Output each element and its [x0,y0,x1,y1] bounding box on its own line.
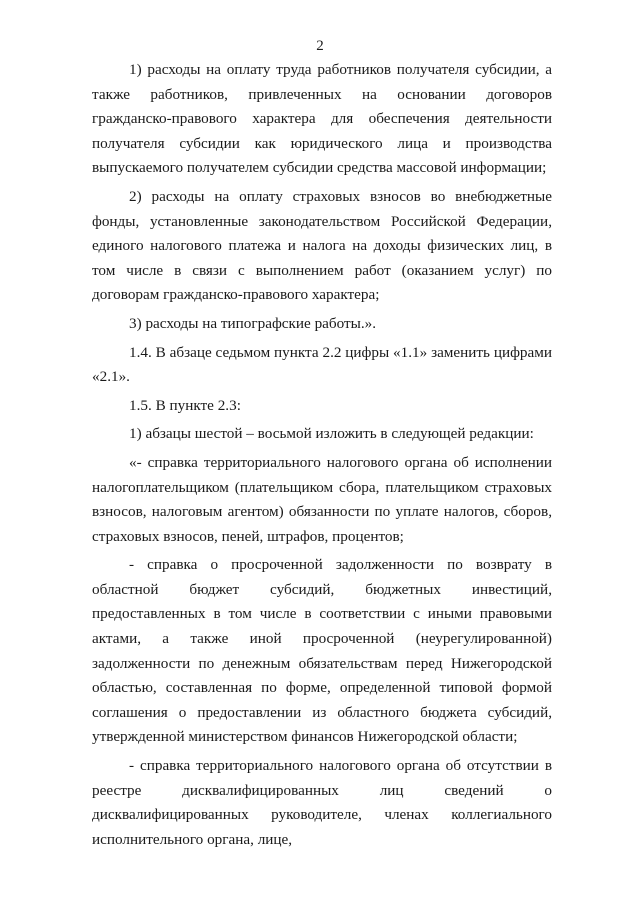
paragraph-item-1-5: 1.5. В пункте 2.3: [129,396,241,414]
paragraph-disqualified-certificate: - справка территориального налогового органа об отсутствии в реестре дисквалифицированных лиц сведений о дисквалифицированных руководителе, членах коллегиального исполнительного органа, лице, [92,757,552,848]
paragraph-printing-costs: 3) расходы на типографские работы.». [129,314,377,332]
document-body [92,58,552,856]
page-number: 2 [316,38,324,54]
paragraph-debt-certificate: - справка о просроченной задолженности по возврату в областной бюджет субсидий, бюджетных инвестиций, предоставленных в том числе в соответствии с иными правовыми актами, а также иной просроченной (неурегулированной) задолженности по денежным обязательствам перед Нижегородской областью, составленная по форме, определенной типовой формой соглашения о предоставлении из областного бюджета субсидий, утвержденной министерством финансов Нижегородской области; [92,556,552,746]
paragraph-subitem-1: 1) абзацы шестой – восьмой изложить в следующей редакции: [129,425,534,443]
paragraph-labor-costs: 1) расходы на оплату труда работников получателя субсидии, а также работников, привлеченных на основании договоров гражданско-правового характера для обеспечения деятельности получателя субсидии как юридического лица и производства выпускаемого получателем субсидии средства массовой информации; [92,61,552,177]
paragraph-insurance-costs: 2) расходы на оплату страховых взносов во внебюджетные фонды, установленные законодательством Российской Федерации, единого налогового платежа и налога на доходы физических лиц, в том числе в связи с выполнением работ (оказанием услуг) по договорам гражданско-правового характера; [92,187,552,304]
paragraph-item-1-4: 1.4. В абзаце седьмом пункта 2.2 цифры «1.1» заменить цифрами «2.1». [92,343,552,386]
paragraph-tax-certificate: «- справка территориального налогового органа об исполнении налогоплательщиком (плательщиком сбора, плательщиком страховых взносов, налоговым агентом) обязанности по уплате налогов, сборов, страховых взносов, пеней, штрафов, процентов; [92,453,552,545]
